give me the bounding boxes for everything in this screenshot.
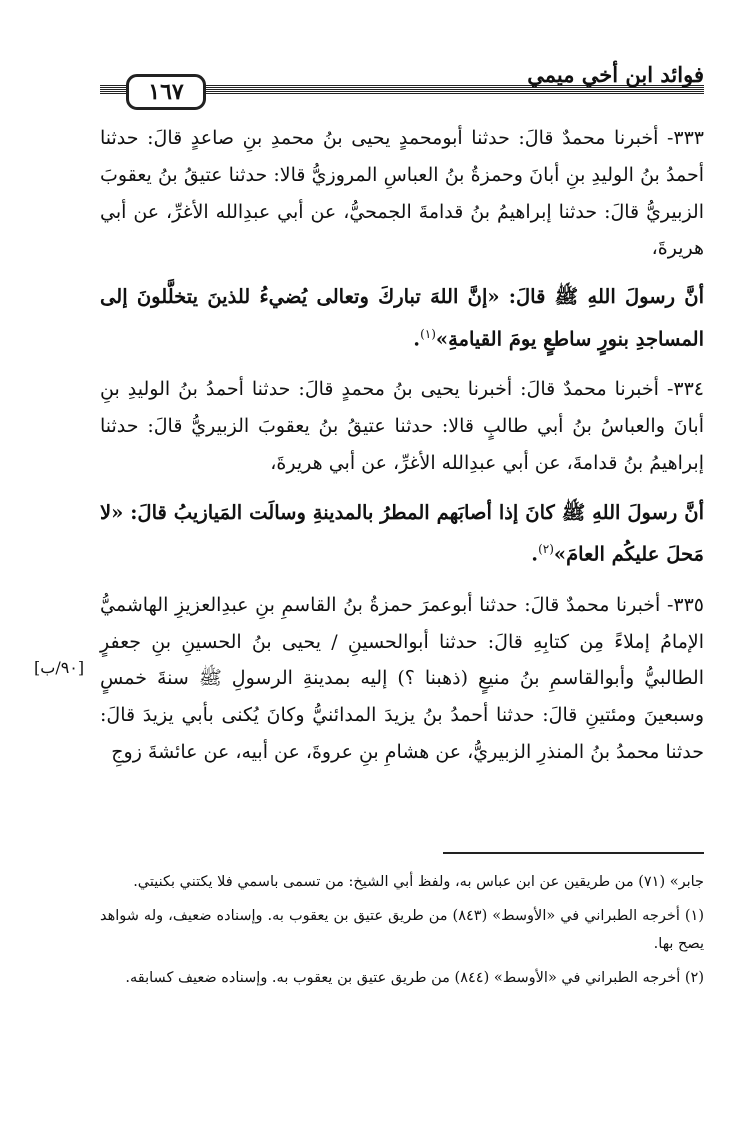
hadith-text-334-body: أنَّ رسولَ اللهِ ﷺ كانَ إذا أصابَهم المطرُ بالمدينةِ وسالَت المَيازيبُ قالَ: «لا مَحلَ عليكُم العامَ» [100, 500, 704, 566]
footnotes [100, 868, 704, 998]
hadith-text-333-period: . [413, 327, 421, 351]
footnote-1: (١) أخرجه الطبراني في «الأوسط» (٨٤٣) من طريق عتيق بن يعقوب به. وإسناده ضعيف، وله شواهد يصح بها. [100, 908, 704, 952]
footnote-2: (٢) أخرجه الطبراني في «الأوسط» (٨٤٤) من طريق عتيق بن يعقوب به. وإسناده ضعيف كسابقه. [125, 970, 704, 986]
hadith-chain-335: ٣٣٥- أخبرنا محمدٌ قالَ: حدثنا أبوعمرَ حمزةُ بنُ القاسمِ بنِ عبدِالعزيزِ الهاشميُّ الإمامُ إملاءً مِن كتابِهِ قالَ: حدثنا أبوالحسينِ / يحيى بنُ الحسينِ بنِ جعفرٍ الطالبيُّ وأبوالقاسمِ بنُ منيعٍ (ذهبنا ؟) إليه بمدينةِ الرسولِ ﷺ سنةَ خمسٍ وسبعينَ ومئتينِ قالَ: حدثنا أحمدُ بنُ يزيدَ المدائنيُّ وكانَ يُكنى بأبي يزيدَ قالَ: حدثنا محمدُ بنُ المنذرِ الزبيريُّ، عن هشامِ بنِ عروةَ، عن أبيه، عن عائشةَ زوجِ [100, 593, 704, 763]
hadith-chain-333: ٣٣٣- أخبرنا محمدٌ قالَ: حدثنا أبومحمدٍ يحيى بنُ محمدِ بنِ صاعدٍ قالَ: حدثنا أحمدُ بنُ الوليدِ بنِ أبانَ وحمزةُ بنُ العباسِ المروزيُّ قالا: حدثنا عتيقُ بنُ يعقوبَ الزبيريُّ قالَ: حدثنا إبراهيمُ بنُ قدامةَ الجمحيُّ، عن أبي عبدِالله الأغرِّ، عن أبي هريرةَ، [100, 127, 704, 260]
hadith-chain-334: ٣٣٤- أخبرنا محمدٌ قالَ: أخبرنا يحيى بنُ محمدٍ قالَ: حدثنا أحمدُ بنُ الوليدِ بنِ أبانَ والعباسُ بنُ أبي طالبٍ قالا: حدثنا عتيقُ بنُ يعقوبَ الزبيريُّ قالَ: حدثنا إبراهيمُ بنُ قدامةَ، عن أبي عبدِالله الأغرِّ، عن أبي هريرةَ، [100, 378, 704, 474]
main-text [34, 120, 704, 784]
hadith-text-334 [100, 495, 704, 574]
hadith-text-333 [100, 279, 704, 358]
hadith-text-333-body: أنَّ رسولَ اللهِ ﷺ قالَ: «إنَّ اللهَ تباركَ وتعالى يُضيءُ للذينَ يتخلَّلونَ إلى المساجدِ بنورٍ ساطعٍ يومَ القيامةِ» [100, 285, 704, 351]
folio-marker: [٩٠/ب] [34, 658, 85, 677]
footnote-continued: جابر» (٧١) من طريقين عن ابن عباس به، ولفظ أبي الشيخ: من تسمى باسمي فلا يكتني بكنيتي. [133, 874, 704, 890]
footnote-ref-2: (٢) [538, 542, 554, 557]
hadith-text-334-period: . [531, 542, 539, 566]
page-header [100, 58, 704, 104]
footnote-separator [443, 852, 704, 854]
footnote-ref-1: (١) [420, 326, 436, 341]
page-number: ١٦٧ [126, 74, 206, 110]
running-title: فوائد ابن أخي ميمي [527, 62, 704, 87]
